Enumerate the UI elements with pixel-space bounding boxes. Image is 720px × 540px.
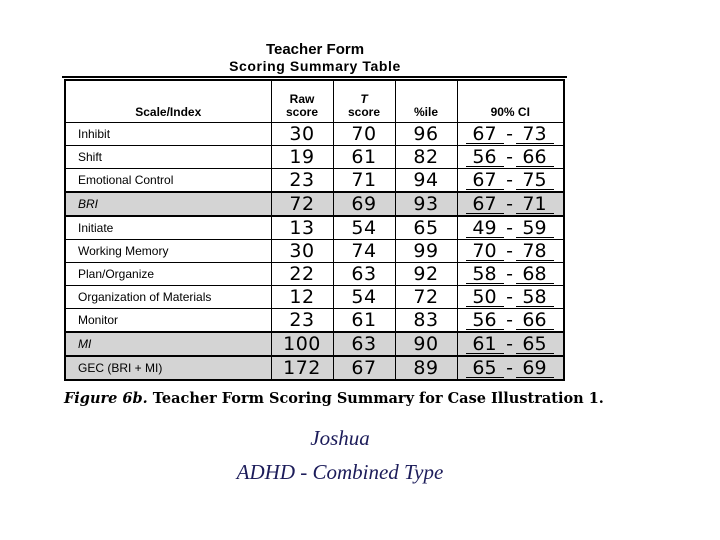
ci-dash: - [506, 333, 513, 355]
table-row [65, 146, 564, 169]
row-raw-score: 23 [271, 309, 333, 333]
ci-upper: 69 [516, 359, 554, 378]
row-raw-score: 30 [271, 123, 333, 146]
table-row [65, 286, 564, 309]
raw-header-line2: score [285, 105, 319, 119]
t-header-line1: T [360, 92, 368, 106]
ci-upper: 58 [516, 288, 554, 307]
row-t-score: 70 [333, 123, 395, 146]
row-percentile: 96 [395, 123, 457, 146]
column-header-scale: Scale/Index [65, 80, 271, 123]
table-row [65, 123, 564, 146]
table-row [65, 263, 564, 286]
row-percentile: 83 [395, 309, 457, 333]
ci-dash: - [506, 263, 513, 285]
row-raw-score: 23 [271, 169, 333, 193]
ci-lower: 65 [466, 359, 504, 378]
row-raw-score: 30 [271, 240, 333, 263]
ci-upper: 78 [516, 242, 554, 261]
table-row [65, 169, 564, 193]
table-row [65, 240, 564, 263]
row-confidence-interval [457, 169, 564, 193]
row-t-score: 54 [333, 286, 395, 309]
table-row [65, 216, 564, 240]
row-percentile: 72 [395, 286, 457, 309]
figure-label: Figure 6b. [64, 390, 148, 407]
ci-lower: 67 [466, 125, 504, 144]
row-percentile: 65 [395, 216, 457, 240]
ci-lower: 49 [466, 219, 504, 238]
t-header-line2: score [347, 105, 381, 119]
ci-upper: 68 [516, 265, 554, 284]
ci-lower: 67 [466, 195, 504, 214]
row-scale-label: BRI [65, 192, 271, 216]
case-diagnosis: ADHD - Combined Type [236, 460, 444, 484]
row-percentile: 82 [395, 146, 457, 169]
title-divider [62, 76, 567, 78]
table-row [65, 332, 564, 356]
row-raw-score: 172 [271, 356, 333, 380]
ci-dash: - [506, 146, 513, 168]
table-subtitle: Scoring Summary Table [229, 58, 401, 74]
table-header-row [65, 80, 564, 123]
row-t-score: 69 [333, 192, 395, 216]
ci-lower: 67 [466, 171, 504, 190]
ci-dash: - [506, 169, 513, 191]
ci-upper: 75 [516, 171, 554, 190]
row-t-score: 74 [333, 240, 395, 263]
row-t-score: 71 [333, 169, 395, 193]
row-t-score: 67 [333, 356, 395, 380]
row-t-score: 61 [333, 146, 395, 169]
table-row [65, 356, 564, 380]
row-scale-label: Plan/Organize [65, 263, 271, 286]
row-raw-score: 22 [271, 263, 333, 286]
row-scale-label: Monitor [65, 309, 271, 333]
row-raw-score: 19 [271, 146, 333, 169]
ci-upper: 71 [516, 195, 554, 214]
row-confidence-interval [457, 356, 564, 380]
ci-lower: 56 [466, 311, 504, 330]
ci-dash: - [506, 123, 513, 145]
ci-dash: - [506, 357, 513, 379]
row-t-score: 61 [333, 309, 395, 333]
row-percentile: 99 [395, 240, 457, 263]
row-raw-score: 13 [271, 216, 333, 240]
row-scale-label: Emotional Control [65, 169, 271, 193]
table-titles [0, 42, 630, 74]
row-raw-score: 12 [271, 286, 333, 309]
ci-upper: 66 [516, 311, 554, 330]
column-header-raw [271, 80, 333, 123]
row-t-score: 63 [333, 332, 395, 356]
ci-upper: 59 [516, 219, 554, 238]
row-percentile: 89 [395, 356, 457, 380]
ci-lower: 70 [466, 242, 504, 261]
ci-upper: 65 [516, 335, 554, 354]
row-percentile: 90 [395, 332, 457, 356]
ci-dash: - [506, 309, 513, 331]
row-confidence-interval [457, 123, 564, 146]
row-confidence-interval [457, 332, 564, 356]
ci-dash: - [506, 217, 513, 239]
ci-lower: 61 [466, 335, 504, 354]
table-row [65, 192, 564, 216]
column-header-t [333, 80, 395, 123]
form-title: Teacher Form [265, 41, 365, 58]
ci-lower: 58 [466, 265, 504, 284]
row-t-score: 63 [333, 263, 395, 286]
scoring-summary-table [64, 79, 565, 381]
ci-dash: - [506, 286, 513, 308]
row-scale-label: Working Memory [65, 240, 271, 263]
row-raw-score: 72 [271, 192, 333, 216]
ci-lower: 50 [466, 288, 504, 307]
case-name: Joshua [310, 426, 370, 450]
row-confidence-interval [457, 309, 564, 333]
row-confidence-interval [457, 240, 564, 263]
row-percentile: 93 [395, 192, 457, 216]
ci-upper: 73 [516, 125, 554, 144]
table-row [65, 309, 564, 333]
row-scale-label: MI [65, 332, 271, 356]
column-header-ci: 90% CI [457, 80, 564, 123]
row-raw-score: 100 [271, 332, 333, 356]
row-scale-label: Organization of Materials [65, 286, 271, 309]
figure-caption [64, 390, 704, 407]
row-scale-label: Initiate [65, 216, 271, 240]
column-header-percentile: %ile [395, 80, 457, 123]
row-confidence-interval [457, 146, 564, 169]
row-scale-label: GEC (BRI + MI) [65, 356, 271, 380]
ci-upper: 66 [516, 148, 554, 167]
row-scale-label: Shift [65, 146, 271, 169]
row-confidence-interval [457, 216, 564, 240]
raw-header-line1: Raw [289, 92, 315, 106]
ci-lower: 56 [466, 148, 504, 167]
ci-dash: - [506, 240, 513, 262]
row-confidence-interval [457, 286, 564, 309]
row-scale-label: Inhibit [65, 123, 271, 146]
row-percentile: 92 [395, 263, 457, 286]
figure-caption-text: Teacher Form Scoring Summary for Case Illustration 1. [152, 390, 604, 407]
row-confidence-interval [457, 263, 564, 286]
row-t-score: 54 [333, 216, 395, 240]
ci-dash: - [506, 193, 513, 215]
row-percentile: 94 [395, 169, 457, 193]
row-confidence-interval [457, 192, 564, 216]
